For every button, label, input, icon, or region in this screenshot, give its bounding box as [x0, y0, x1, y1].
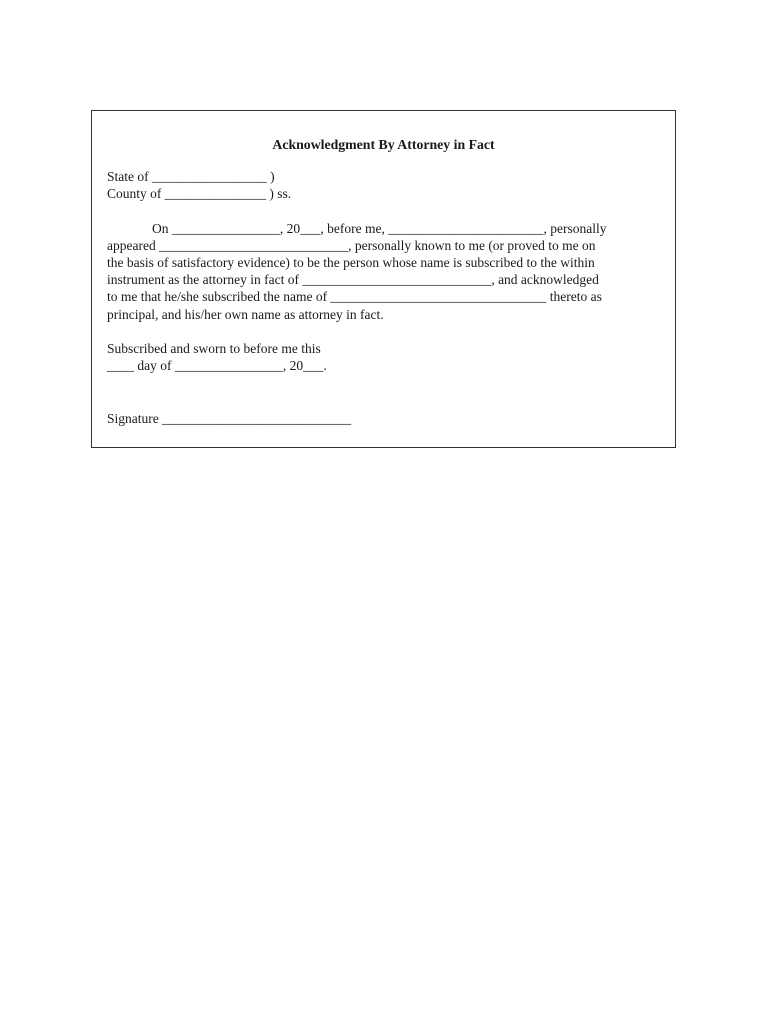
- acknowledgment-form: [91, 110, 676, 448]
- subscribed-line-1: Subscribed and sworn to before me this: [107, 340, 321, 356]
- state-line: State of _________________ ): [107, 169, 275, 185]
- signature-line: Signature ____________________________: [107, 411, 352, 427]
- body-line-1-text: On ________________, 20___, before me, _______________________, personally: [152, 220, 607, 236]
- body-line-4: instrument as the attorney in fact of ____________________________, and acknowledged: [107, 272, 599, 288]
- body-line-3: the basis of satisfactory evidence) to be the person whose name is subscribed to the within: [107, 255, 595, 271]
- subscribed-line-2: ____ day of ________________, 20___.: [107, 358, 327, 374]
- body-line-1: [107, 220, 660, 237]
- county-line: County of _______________ ) ss.: [107, 186, 292, 202]
- body-line-5: to me that he/she subscribed the name of ________________________________ thereto as: [107, 289, 602, 305]
- subscribed-block: [107, 340, 660, 374]
- body-line-6: principal, and his/her own name as attorney in fact.: [107, 306, 384, 322]
- body-line-2: appeared ____________________________, personally known to me (or proved to me on: [107, 237, 596, 253]
- form-title: Acknowledgment By Attorney in Fact: [272, 137, 495, 152]
- venue-block: [107, 168, 660, 202]
- acknowledgment-paragraph: [107, 220, 660, 323]
